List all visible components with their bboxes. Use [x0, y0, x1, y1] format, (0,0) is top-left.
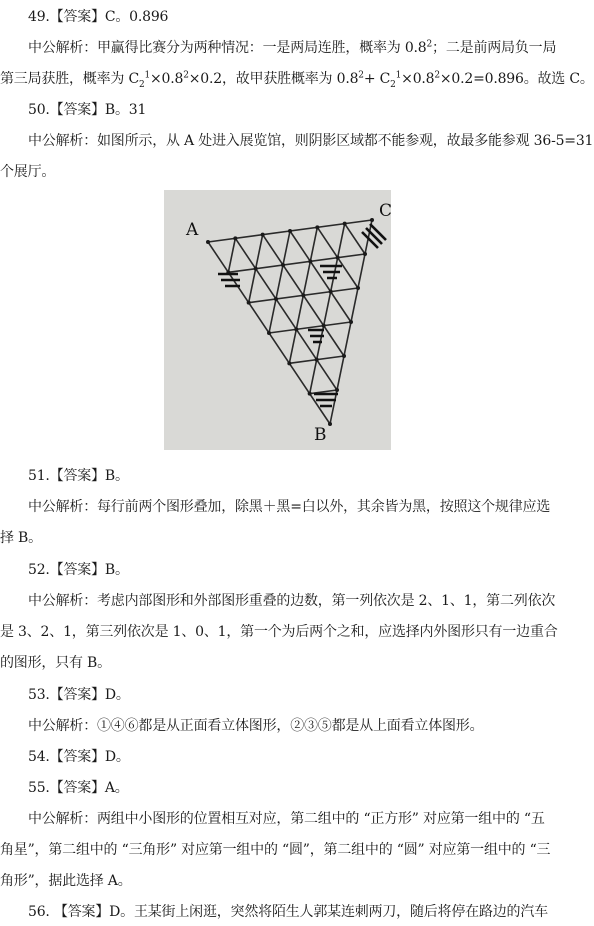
- grid-vertex-dot: [301, 293, 305, 297]
- q51-explanation-line1: 中公解析：每行前两个图形叠加，除黑＋黑=白以外，其余皆为黑，按照这个规律应选: [28, 499, 551, 515]
- grid-vertex-dot: [288, 229, 292, 233]
- grid-vertex-dot: [281, 263, 285, 267]
- grid-vertex-dot: [363, 252, 367, 256]
- exhibition-triangle-figure: [164, 190, 391, 450]
- grid-vertex-dot: [294, 327, 298, 331]
- q52-explanation-line2: 是 3、2、1，第三列依次是 1、0、1，第一个为后两个之和，应选择内外图形只有一边重合: [0, 624, 558, 640]
- grid-vertex-dot: [287, 361, 291, 365]
- grid-vertex-dot: [308, 259, 312, 263]
- q49-explanation-line2: 第三局获胜，概率为 $C_2^1\times 0.8^2\times 0.2$，故甲获胜概率为 $0.8^2+ C_2^1\times 0.8^2\times 0.2=0.896$。故选 C。: [0, 70, 594, 90]
- q55-answer: 55.【答案】A。: [28, 780, 129, 796]
- grid-vertex-dot: [370, 218, 374, 222]
- grid-vertex-dot: [336, 256, 340, 260]
- grid-line: [269, 231, 290, 333]
- grid-vertex-dot: [342, 354, 346, 358]
- grid-line: [228, 238, 235, 272]
- grid-vertex-dot: [254, 267, 258, 271]
- q49-answer: 49.【答案】C。0.896: [28, 9, 169, 25]
- label-b: B: [314, 425, 327, 445]
- grid-vertex-dot: [315, 225, 319, 229]
- shaded-cell-corner-c: [362, 224, 386, 248]
- grid-vertex-dot: [349, 320, 353, 324]
- grid-vertex-dot: [322, 324, 326, 328]
- label-c: C: [379, 201, 393, 221]
- q52-explanation-line1: 中公解析：考虑内部图形和外部图形重叠的边数，第一列依次是 2、1、1，第二列依次: [28, 593, 556, 609]
- grid-line: [310, 224, 345, 394]
- grid-vertex-dot: [329, 290, 333, 294]
- grid-vertex-dot: [328, 422, 332, 426]
- q55-explanation-line2: 角星”，第二组中的 “三角形” 对应第一组中的 “圆”，第二组中的 “圆” 对应第一组中的 “三: [0, 842, 551, 858]
- q52-explanation-line3: 的图形，只有 B。: [0, 655, 111, 671]
- grid-vertex-dot: [315, 358, 319, 362]
- grid-line: [345, 224, 365, 254]
- grid-line: [235, 238, 337, 390]
- q53-explanation-line1: 中公解析：①④⑥都是从正面看立体图形，②③⑤都是从上面看立体图形。: [28, 718, 484, 734]
- q51-explanation-line2: 择 B。: [0, 530, 42, 546]
- q55-explanation-line1: 中公解析：两组中小图形的位置相互对应，第二组中的 “正方形” 对应第一组中的 “五: [28, 811, 545, 827]
- grid-vertex-dot: [274, 297, 278, 301]
- grid-vertex-dot: [335, 388, 339, 392]
- q51-answer: 51.【答案】B。: [28, 468, 129, 484]
- q53-answer: 53.【答案】D。: [28, 687, 130, 703]
- triangle-grid-lines: [208, 220, 372, 424]
- q56-answer: 56. 【答案】D。王某街上闲逛，突然将陌生人郭某连刺两刀，随后将停在路边的汽车: [28, 904, 548, 920]
- grid-line: [228, 254, 365, 272]
- q50-explanation-line1: 中公解析：如图所示，从 A 处进入展览馆，则阴影区域都不能参观，故最多能参观 36-5=31: [28, 133, 594, 149]
- triangle-grid-diagram: [164, 190, 391, 450]
- q50-explanation-line2: 个展厅。: [0, 164, 56, 180]
- grid-vertex-dot: [308, 392, 312, 396]
- shaded-cell-upper-right: [320, 266, 342, 278]
- label-a: A: [186, 220, 199, 240]
- grid-line: [269, 322, 351, 333]
- grid-line: [290, 231, 351, 322]
- q49-explanation-line1: 中公解析：甲赢得比赛分为两种情况：一是两局连胜，概率为 $0.8^2$；二是前两局负一局: [28, 39, 557, 56]
- q55-explanation-line3: 角形”，据此选择 A。: [0, 873, 132, 889]
- grid-vertex-dot: [206, 240, 210, 244]
- q52-answer: 52.【答案】B。: [28, 562, 129, 578]
- grid-vertex-dot: [247, 301, 251, 305]
- grid-vertex-dot: [267, 331, 271, 335]
- grid-vertex-dot: [233, 236, 237, 240]
- q50-answer: 50.【答案】B。31: [28, 102, 147, 118]
- grid-vertex-dot: [356, 286, 360, 290]
- q54-answer: 54.【答案】D。: [28, 749, 130, 765]
- grid-vertex-dot: [261, 233, 265, 237]
- grid-vertex-dot: [343, 222, 347, 226]
